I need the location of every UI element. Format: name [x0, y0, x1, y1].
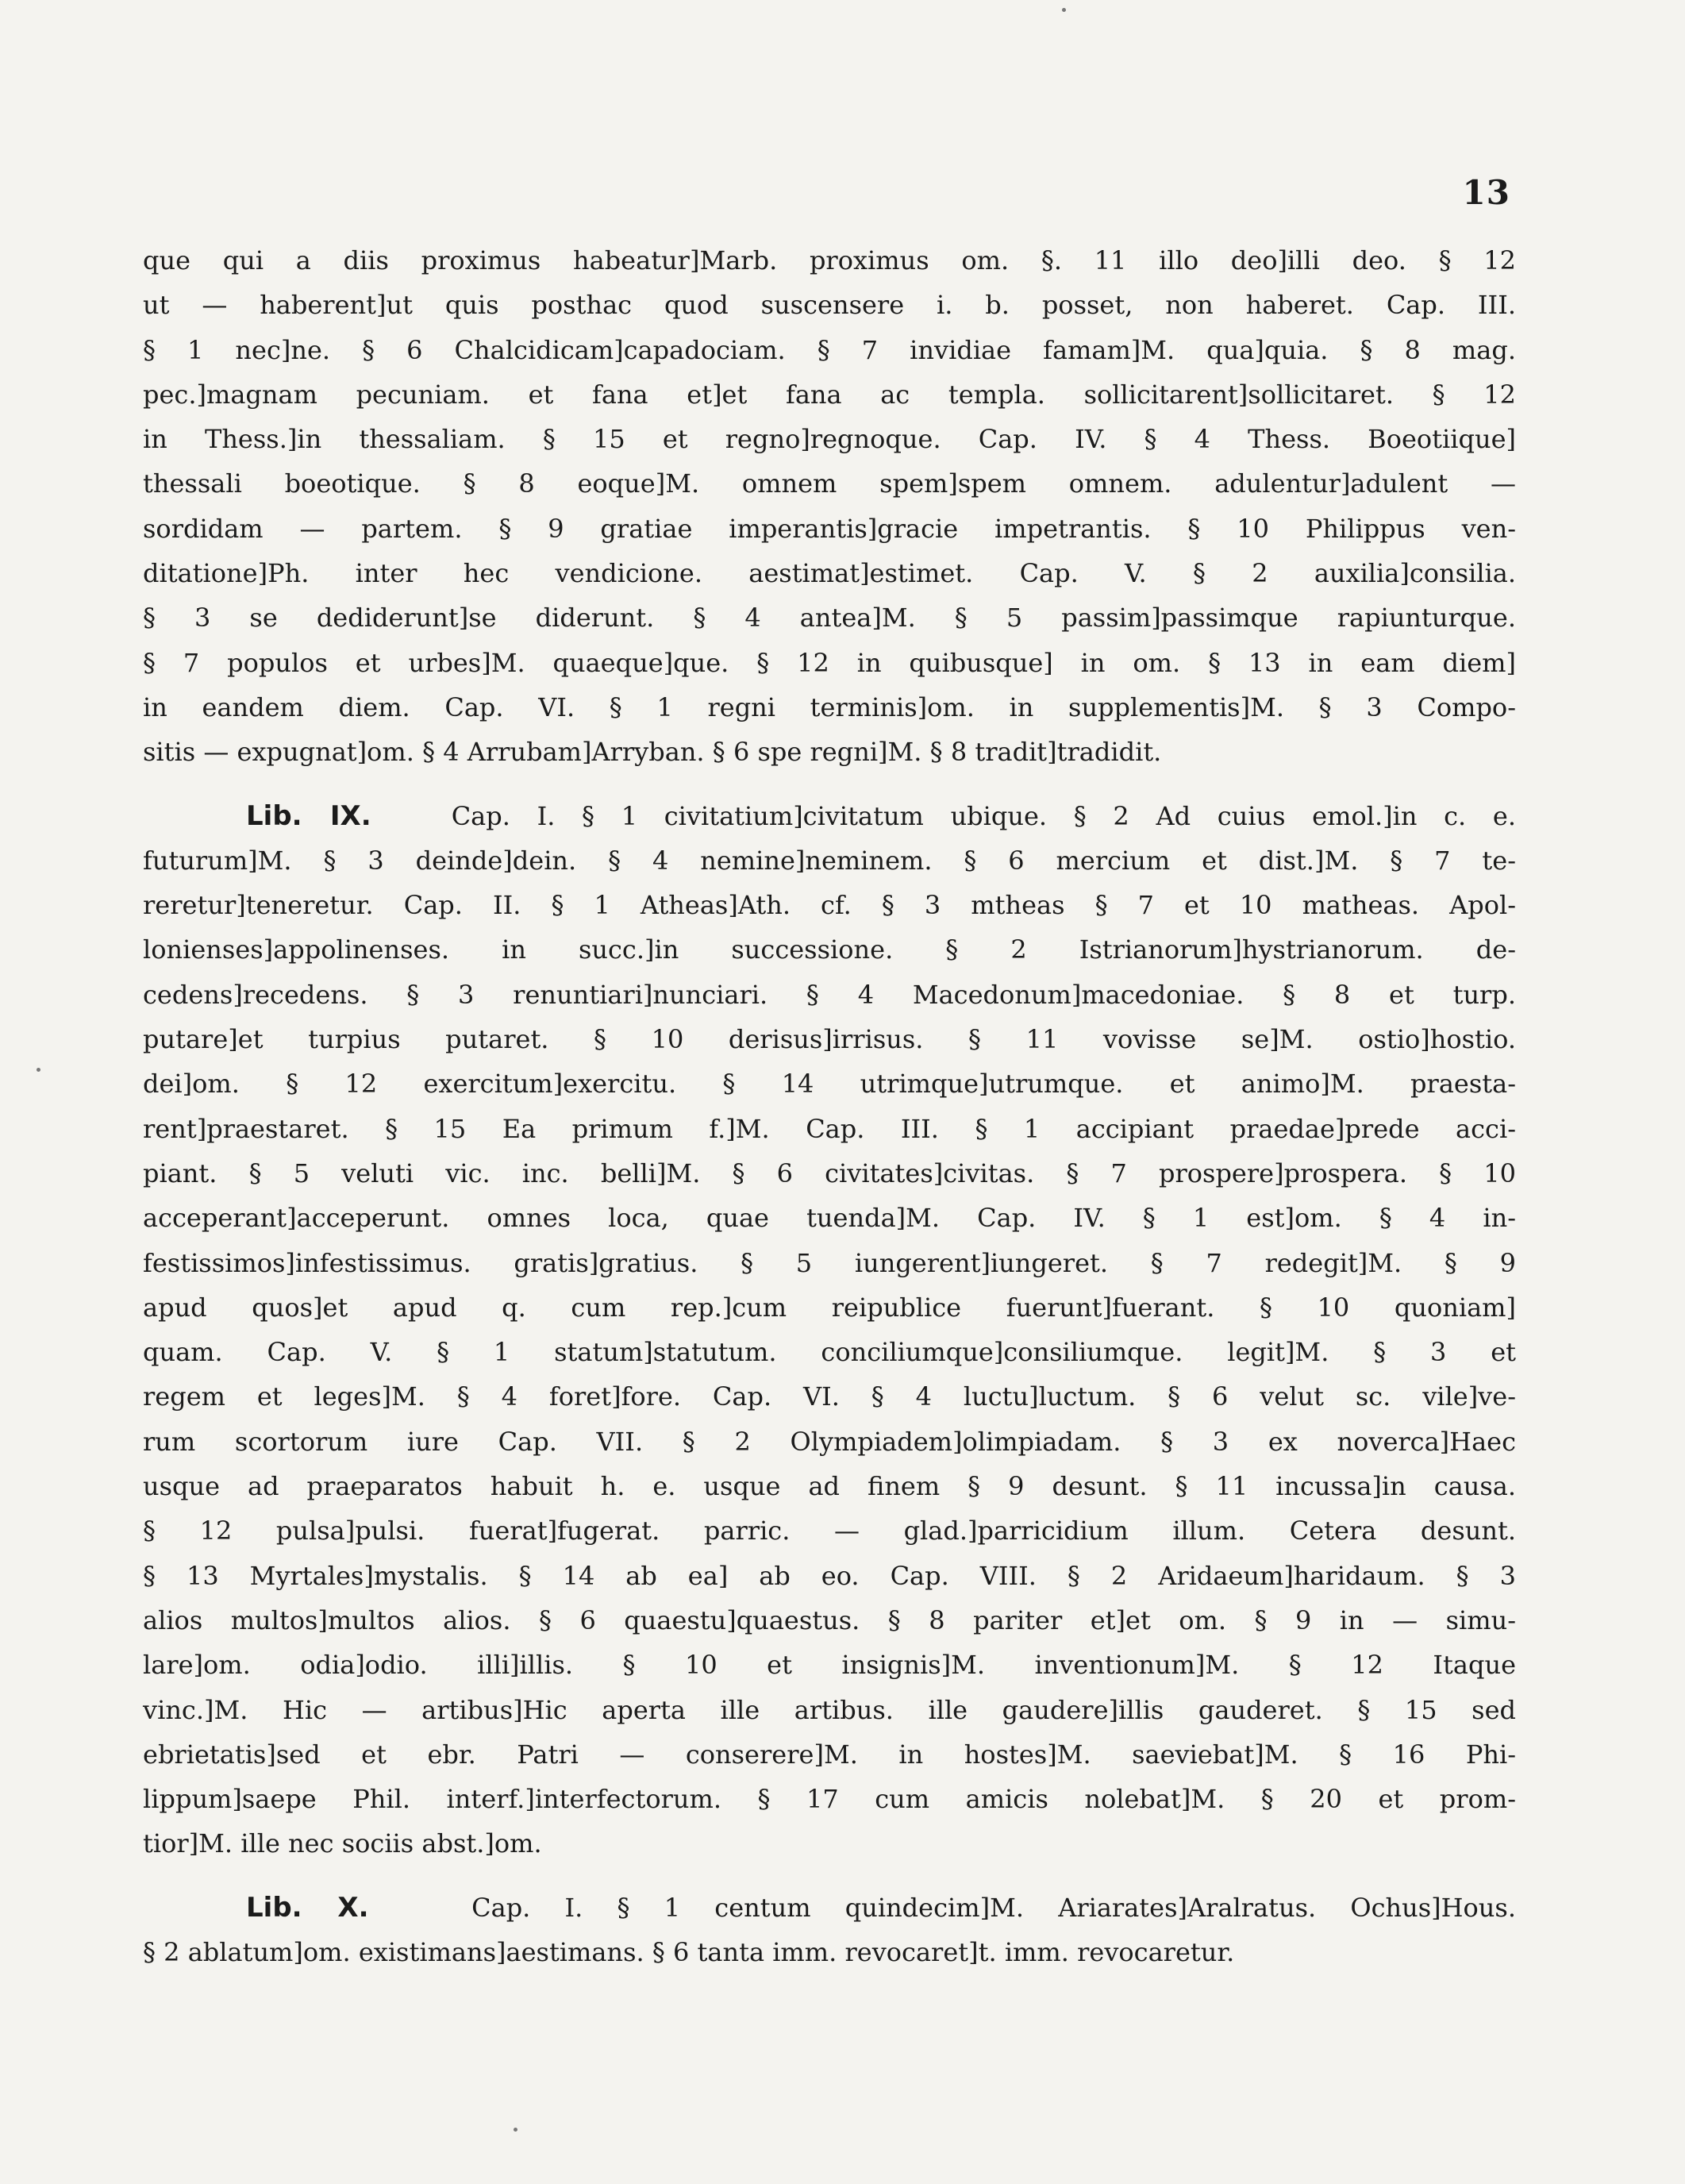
book-heading-lib-ix: Lib. IX. — [246, 799, 371, 832]
text-line: § 2 ablatum]om. existimans]aestimans. § 6 tanta imm. revocaret]t. imm. revocaretur. — [143, 1936, 1235, 1967]
text-line: § 12 pulsa]pulsi. fuerat]fugerat. parric. — glad.]parricidium illum. Cetera desunt. — [143, 1516, 1516, 1547]
text-line: acceperant]acceperunt. omnes loca, quae tuenda]M. Cap. IV. § 1 est]om. § 4 in- — [143, 1203, 1516, 1234]
text-line: in Thess.]in thessaliam. § 15 et regno]regnoque. Cap. IV. § 4 Thess. Boeotiique] — [143, 424, 1516, 455]
text-line: § 7 populos et urbes]M. quaeque]que. § 12 in quibusque] in om. § 13 in eam diem] — [143, 647, 1516, 678]
scan-speck — [37, 1068, 40, 1072]
text-line: cedens]recedens. § 3 renuntiari]nunciari. § 4 Macedonum]macedoniae. § 8 et turp. — [143, 979, 1516, 1010]
text-line: § 13 Myrtales]mystalis. § 14 ab ea] ab eo. Cap. VIII. § 2 Aridaeum]haridaum. § 3 — [143, 1560, 1516, 1591]
text-line: thessali boeotique. § 8 eoque]M. omnem spem]spem omnem. adulentur]adulent — — [143, 468, 1516, 499]
text-line: lare]om. odia]odio. illi]illis. § 10 et insignis]M. inventionum]M. § 12 Itaque — [143, 1650, 1516, 1681]
book-heading-lib-x: Lib. X. — [246, 1891, 369, 1924]
text-line: apud quos]et apud q. cum rep.]cum reipublice fuerunt]fuerant. § 10 quoniam] — [143, 1292, 1516, 1323]
section-continuation — [143, 238, 1516, 775]
text-line: pec.]magnam pecuniam. et fana et]et fana ac templa. sollicitarent]sollicitaret. § 12 — [143, 379, 1516, 410]
text-line: ut — haberent]ut quis posthac quod suscensere i. b. posset, non haberet. Cap. III. — [143, 290, 1516, 321]
text-line: piant. § 5 veluti vic. inc. belli]M. § 6 civitates]civitas. § 7 prospere]prospera. § 10 — [143, 1157, 1516, 1188]
text-line: putare]et turpius putaret. § 10 derisus]irrisus. § 11 vovisse se]M. ostio]hostio. — [143, 1024, 1516, 1055]
text-line: lippum]saepe Phil. interf.]interfectorum. § 17 cum amicis nolebat]M. § 20 et prom- — [143, 1784, 1516, 1815]
text-line: tior]M. ille nec sociis abst.]om. — [143, 1828, 542, 1859]
text-line: § 3 se dediderunt]se diderunt. § 4 antea]M. § 5 passim]passimque rapiunturque. — [143, 603, 1516, 634]
text-line: sitis — expugnat]om. § 4 Arrubam]Arryban. § 6 spe regni]M. § 8 tradit]tradidit. — [143, 737, 1162, 768]
text-line: vinc.]M. Hic — artibus]Hic aperta ille artibus. ille gaudere]illis gauderet. § 15 sed — [143, 1694, 1516, 1725]
text-line: festissimos]infestissimus. gratis]gratius. § 5 iungerent]iungeret. § 7 redegit]M. § 9 — [143, 1247, 1516, 1278]
text-line: regem et leges]M. § 4 foret]fore. Cap. VI. § 4 luctu]luctum. § 6 velut sc. vile]ve- — [143, 1381, 1516, 1412]
text-line: in eandem diem. Cap. VI. § 1 regni terminis]om. in supplementis]M. § 3 Compo- — [143, 691, 1516, 722]
text-line: Cap. I. § 1 civitatium]civitatum ubique. § 2 Ad cuius emol.]in c. e. — [451, 800, 1516, 831]
section-first-line — [143, 1885, 1516, 1930]
page-body — [143, 238, 1516, 1993]
text-line: ebrietatis]sed et ebr. Patri — conserere]M. in hostes]M. saeviebat]M. § 16 Phi- — [143, 1739, 1516, 1770]
text-line: que qui a diis proximus habeatur]Marb. proximus om. §. 11 illo deo]illi deo. § 12 — [143, 245, 1516, 275]
text-line: rum scortorum iure Cap. VII. § 2 Olympiadem]olimpiadam. § 3 ex noverca]Haec — [143, 1426, 1516, 1457]
text-line: quam. Cap. V. § 1 statum]statutum. conciliumque]consiliumque. legit]M. § 3 et — [143, 1337, 1516, 1368]
page-number: 13 — [1462, 173, 1510, 212]
section-lib-x — [143, 1885, 1516, 1975]
text-line: usque ad praeparatos habuit h. e. usque ad finem § 9 desunt. § 11 incussa]in causa. — [143, 1471, 1516, 1502]
text-line: lonienses]appolinenses. in succ.]in successione. § 2 Istrianorum]hystrianorum. de- — [143, 934, 1516, 965]
text-line: § 1 nec]ne. § 6 Chalcidicam]capadociam. § 7 invidiae famam]M. qua]quia. § 8 mag. — [143, 334, 1516, 365]
text-line: futurum]M. § 3 deinde]dein. § 4 nemine]neminem. § 6 mercium et dist.]M. § 7 te- — [143, 845, 1516, 876]
scan-speck — [1062, 8, 1066, 12]
text-line: sordidam — partem. § 9 gratiae imperantis]gracie impetrantis. § 10 Philippus ven- — [143, 513, 1516, 544]
scan-speck — [514, 2128, 517, 2132]
text-line: Cap. I. § 1 centum quindecim]M. Ariarates]Aralratus. Ochus]Hous. — [471, 1892, 1516, 1923]
text-line: alios multos]multos alios. § 6 quaestu]quaestus. § 8 pariter et]et om. § 9 in — simu- — [143, 1604, 1516, 1635]
text-line: dei]om. § 12 exercitum]exercitu. § 14 utrimque]utrumque. et animo]M. praesta- — [143, 1069, 1516, 1100]
text-line: reretur]teneretur. Cap. II. § 1 Atheas]Ath. cf. § 3 mtheas § 7 et 10 matheas. Apol- — [143, 890, 1516, 921]
text-line: ditatione]Ph. inter hec vendicione. aestimat]estimet. Cap. V. § 2 auxilia]consilia. — [143, 558, 1516, 589]
section-lib-ix — [143, 794, 1516, 1866]
section-first-line — [143, 794, 1516, 838]
text-line: rent]praestaret. § 15 Ea primum f.]M. Cap. III. § 1 accipiant praedae]prede acci- — [143, 1113, 1516, 1144]
